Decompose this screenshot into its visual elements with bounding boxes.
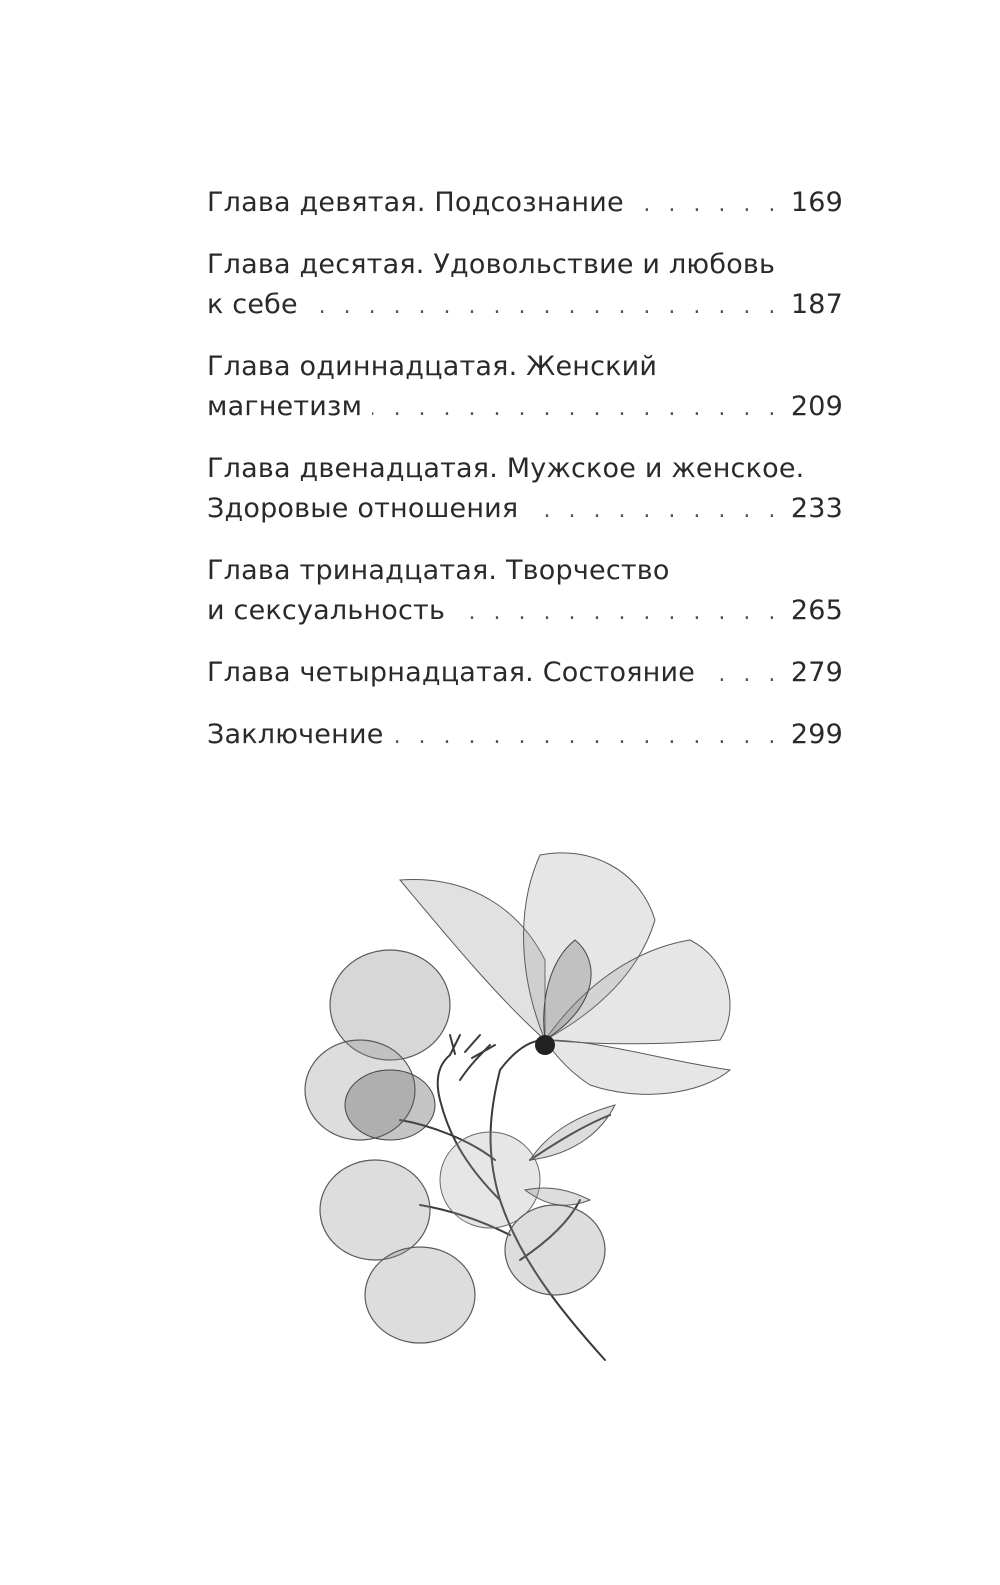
toc-entry-line: [207, 183, 843, 225]
toc-entry-line: [207, 245, 843, 285]
toc-leader-dots: [705, 655, 781, 695]
toc-page-number: 299: [790, 719, 843, 750]
toc-leader-dots: [308, 287, 781, 327]
toc-leader-dots: [455, 593, 781, 633]
toc-entry-chapter-10[interactable]: [207, 245, 843, 327]
toc-entry-title: Глава десятая. Удовольствие и любовь: [207, 249, 776, 280]
toc-entry-title: Глава двенадцатая. Мужское и женское.: [207, 453, 805, 484]
toc-entry-title-cont: магнетизм: [207, 391, 363, 422]
toc-entry-title: Глава девятая. Подсознание: [207, 187, 624, 218]
toc-entry-title: Заключение: [207, 719, 384, 750]
toc-page-number: 265: [790, 595, 843, 626]
toc-entry-line: [207, 551, 843, 591]
leaf-shape: [345, 1070, 435, 1140]
toc-page-number: 209: [790, 391, 843, 422]
flower-petals: [400, 853, 730, 1094]
toc-leader-dots: [528, 491, 781, 531]
xray-flower-illustration: [300, 840, 760, 1380]
toc-leader-dots: [372, 389, 781, 429]
toc-leader-dots: [634, 185, 781, 225]
toc-entry-title: Глава четырнадцатая. Состояние: [207, 657, 696, 688]
table-of-contents: [207, 183, 843, 777]
toc-entry-line: [207, 715, 843, 757]
toc-entry-line: [207, 449, 843, 489]
toc-leader-dots: [394, 717, 781, 757]
toc-entry-line: [207, 591, 843, 633]
leaf-shape: [365, 1247, 475, 1343]
toc-page-number: 169: [790, 187, 843, 218]
toc-entry-chapter-9[interactable]: [207, 183, 843, 225]
toc-entry-title: Глава тринадцатая. Творчество: [207, 555, 670, 586]
toc-entry-line: [207, 285, 843, 327]
leaf-shape: [320, 1160, 430, 1260]
toc-entry-line: [207, 387, 843, 429]
toc-entry-title-cont: к себе: [207, 289, 298, 320]
toc-entry-title-cont: и сексуальность: [207, 595, 446, 626]
toc-page-number: 279: [790, 657, 843, 688]
toc-entry-conclusion[interactable]: [207, 715, 843, 757]
toc-entry-title: Глава одиннадцатая. Женский: [207, 351, 658, 382]
toc-entry-chapter-14[interactable]: [207, 653, 843, 695]
toc-entry-chapter-13[interactable]: [207, 551, 843, 633]
toc-entry-chapter-11[interactable]: [207, 347, 843, 429]
toc-entry-line: [207, 347, 843, 387]
toc-entry-title-cont: Здоровые отношения: [207, 493, 519, 524]
petal-shape: [545, 1040, 730, 1094]
leaf-shape: [530, 1105, 615, 1160]
toc-entry-line: [207, 489, 843, 531]
toc-page-number: 233: [790, 493, 843, 524]
flower-center: [535, 1035, 555, 1055]
toc-entry-chapter-12[interactable]: [207, 449, 843, 531]
toc-entry-line: [207, 653, 843, 695]
leaf-shape: [505, 1205, 605, 1295]
toc-page-number: 187: [790, 289, 843, 320]
